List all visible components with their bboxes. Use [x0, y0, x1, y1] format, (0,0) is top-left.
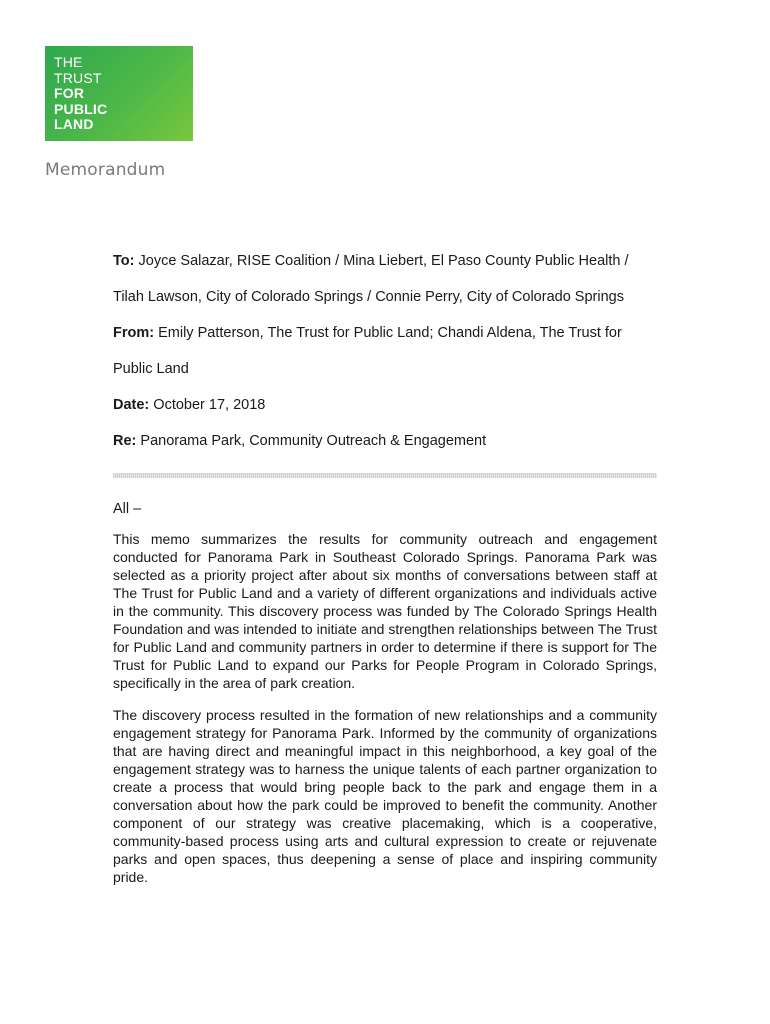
- logo-line-trust: TRUST: [54, 69, 102, 86]
- to-label: To:: [113, 253, 139, 269]
- body-paragraph-1: This memo summarizes the results for community outreach and engagement conducted for Panorama Park in Southeast Colorado Springs. Panorama Park was selected as a priority project after about six months of conversations between staff at The Trust for Public Land and a variety of different organizations and individuals active in the community. This discovery process was funded by The Colorado Springs Health Foundation and was intended to initiate and strengthen relationships between The Trust for Public Land and community partners in order to determine if there is support for The Trust for Public Land to expand our Parks for People Program in Colorado Springs, specifically in the area of park creation.: [113, 531, 657, 691]
- to-line-1: [113, 250, 673, 286]
- date-line: [113, 394, 673, 430]
- body-paragraph-2: The discovery process resulted in the formation of new relationships and a community engagement strategy for Panorama Park. Informed by the community of organizations that are having direct and meaningful impact in this neighborhood, a key goal of the engagement strategy was to harness the unique talents of each partner organization to create a process that would bring people back to the park and engage them in a conversation about how the park could be improved to benefit the community. Another component of our strategy was creative placemaking, which is a cooperative, community-based process using arts and cultural expression to create or rejuvenate parks and open spaces, thus deepening a sense of place and inspiring community pride.: [113, 707, 657, 885]
- to-line-2: [113, 286, 673, 322]
- logo-line-public: PUBLIC: [54, 100, 108, 117]
- header-divider: [113, 473, 657, 478]
- salutation: All –: [113, 501, 142, 517]
- to-recipients-1: Joyce Salazar, RISE Coalition / Mina Liebert, El Paso County Public Health /: [138, 253, 629, 269]
- from-line-1: [113, 322, 673, 358]
- date-label: Date:: [113, 397, 154, 413]
- from-label: From:: [113, 325, 159, 341]
- logo-line-the: THE: [54, 54, 83, 70]
- memo-header: [113, 250, 673, 466]
- logo-line-for: FOR: [54, 85, 85, 101]
- document-type-title: Memorandum: [45, 160, 166, 180]
- re-subject: Panorama Park, Community Outreach & Engagement: [140, 433, 487, 449]
- re-line: [113, 430, 673, 466]
- re-label: Re:: [113, 433, 141, 449]
- logo-text: [54, 55, 107, 133]
- logo-line-land: LAND: [54, 116, 94, 132]
- to-recipients-2: Tilah Lawson, City of Colorado Springs / Connie Perry, City of Colorado Springs: [113, 289, 624, 305]
- trust-for-public-land-logo: [45, 46, 193, 141]
- from-senders-1: Emily Patterson, The Trust for Public Land; Chandi Aldena, The Trust for: [158, 325, 622, 341]
- from-senders-2: Public Land: [113, 361, 189, 377]
- from-line-2: [113, 358, 673, 394]
- date-value: October 17, 2018: [153, 397, 266, 413]
